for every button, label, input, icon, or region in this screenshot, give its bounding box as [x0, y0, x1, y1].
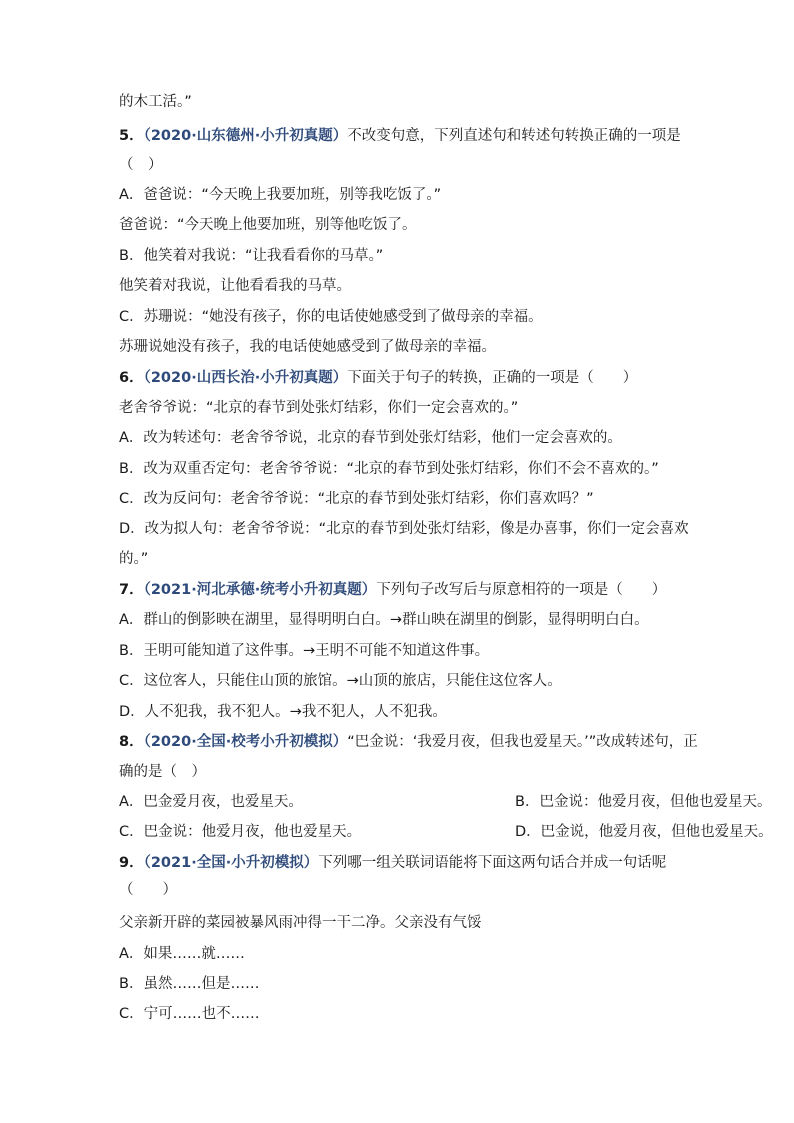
- question-text: 下列哪一组关联词语能将下面这两句话合并成一句话呢: [318, 855, 667, 871]
- option-c: C．宁可……也不……: [119, 1006, 260, 1022]
- question-9-heading: [119, 853, 666, 873]
- question-8-heading: [119, 732, 698, 752]
- option-b: B．虽然……但是……: [119, 976, 260, 992]
- question-source: （2020·全国·校考小升初模拟）: [143, 734, 348, 750]
- question-6-heading: [119, 368, 637, 388]
- question-number: 6．: [119, 370, 144, 386]
- option-c: C．苏珊说：“她没有孩子，你的电话使她感受到了做母亲的幸福。: [119, 309, 543, 325]
- question-source: （2020·山西长治·小升初真题）: [143, 370, 348, 386]
- option-b: B．改为双重否定句：老舍爷爷说：“北京的春节到处张灯结彩，你们不会不喜欢的。”: [119, 461, 659, 477]
- option-b: B．巴金说：他爱月夜，但他也爱星天。: [515, 794, 772, 810]
- question-text: 下列句子改写后与原意相符的一项是（ ）: [376, 582, 667, 598]
- question-source: （2021·河北承德·统考小升初真题）: [143, 582, 377, 598]
- option-b: B．王明可能知道了这件事。→王明不可能不知道这件事。: [119, 643, 490, 659]
- option-a: A．巴金爱月夜，也爱星天。: [119, 794, 303, 810]
- option-d: D．改为拟人句：老舍爷爷说：“北京的春节到处张灯结彩，像是办喜事，你们一定会喜欢: [119, 521, 689, 537]
- question-source: （2021·全国·小升初模拟）: [143, 855, 319, 871]
- question-text: 下面关于句子的转换，正确的一项是（ ）: [347, 370, 638, 386]
- question-number: 9．: [119, 855, 144, 871]
- options-row-cd: [119, 822, 773, 842]
- question-text: “巴金说：‘我爱月夜，但我也爱星天。’”改成转述句，正: [347, 734, 698, 750]
- option-a: A．如果……就……: [119, 946, 245, 962]
- question-stem: 父亲新开辟的菜园被暴风雨冲得一干二净。父亲没有气馁: [119, 915, 482, 931]
- option-d: D．人不犯我，我不犯人。→我不犯人，人不犯我。: [119, 704, 447, 720]
- options-row-ab: [119, 792, 772, 812]
- option-d-continued: 的。”: [119, 551, 149, 567]
- question-7-heading: [119, 580, 666, 600]
- question-number: 7．: [119, 582, 144, 598]
- answer-paren: （ ）: [119, 882, 177, 898]
- question-stem: 老舍爷爷说：“北京的春节到处张灯结彩，你们一定会喜欢的。”: [119, 400, 519, 416]
- answer-paren: （ ）: [119, 157, 163, 173]
- option-c: C．这位客人，只能住山顶的旅馆。→山顶的旅店，只能住这位客人。: [119, 673, 562, 689]
- option-c: C．改为反问句：老舍爷爷说：“北京的春节到处张灯结彩，你们喜欢吗？”: [119, 491, 594, 507]
- question-text: 不改变句意，下列直述句和转述句转换正确的一项是: [347, 128, 681, 144]
- question-5-heading: [119, 126, 681, 146]
- option-a: A．爸爸说：“今天晚上我要加班，别等我吃饭了。”: [119, 187, 442, 203]
- option-c: C．巴金说：他爱月夜，他也爱星天。: [119, 824, 362, 840]
- option-a-continued: 爸爸说：“今天晚上他要加班，别等他吃饭了。: [119, 217, 417, 233]
- option-d: D．巴金说，他爱月夜，但他也爱星天。: [515, 824, 773, 840]
- option-c-continued: 苏珊说她没有孩子，我的电话使她感受到了做母亲的幸福。: [119, 339, 496, 355]
- question-number: 8．: [119, 734, 144, 750]
- question-source: （2020·山东德州·小升初真题）: [143, 128, 348, 144]
- option-b-continued: 他笑着对我说，让他看看我的马草。: [119, 278, 351, 294]
- option-a: A．群山的倒影映在湖里，显得明明白白。→群山映在湖里的倒影，显得明明白白。: [119, 612, 649, 628]
- question-text-continued: 确的是（ ）: [119, 764, 206, 780]
- option-b: B．他笑着对我说：“让我看看你的马草。”: [119, 248, 384, 264]
- continuation-line: 的木工活。”: [119, 94, 192, 110]
- option-a: A．改为转述句：老舍爷爷说，北京的春节到处张灯结彩，他们一定会喜欢的。: [119, 430, 622, 446]
- question-number: 5．: [119, 128, 144, 144]
